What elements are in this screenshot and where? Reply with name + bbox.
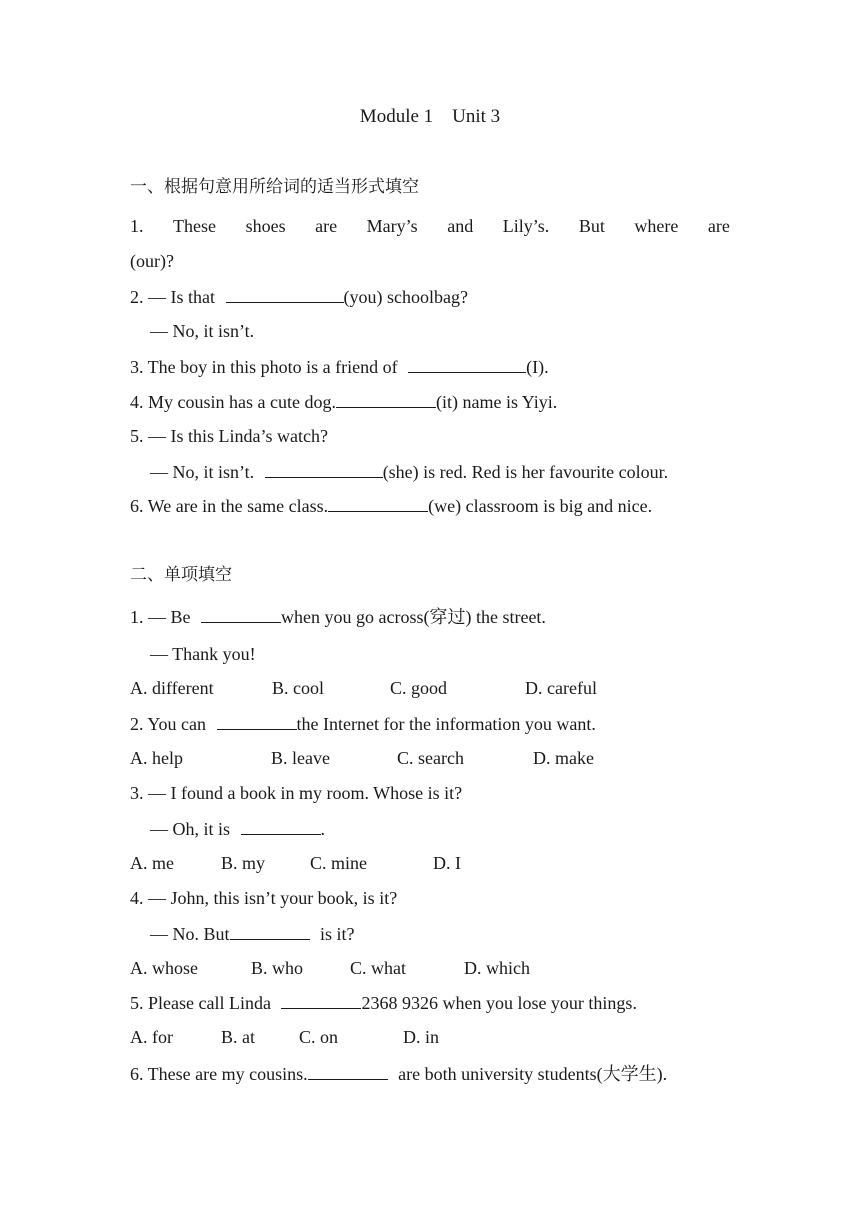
word: are — [707, 216, 730, 236]
word: where — [634, 216, 679, 236]
s1-q6 — [130, 494, 652, 517]
question-text: 4. My cousin has a cute dog. — [130, 392, 336, 412]
word: are — [315, 216, 338, 236]
option-c[interactable]: C. good — [390, 678, 448, 698]
s1-q2-line1 — [130, 285, 468, 308]
s2-q4-options — [130, 957, 730, 979]
word: But — [578, 216, 605, 236]
question-text: 2. — Is that — [130, 287, 215, 307]
s1-q1-line1 — [130, 215, 730, 237]
answer-blank[interactable] — [328, 494, 428, 512]
answer-blank[interactable] — [201, 605, 281, 623]
answer-blank[interactable] — [408, 355, 526, 373]
word: shoes — [245, 216, 286, 236]
option-b[interactable]: B. at — [221, 1027, 255, 1047]
s2-q1-line1 — [130, 605, 546, 628]
s2-q2-options — [130, 747, 730, 769]
s2-q3-line1: 3. — I found a book in my room. Whose is it? — [130, 783, 463, 803]
page-title: Module 1 Unit 3 — [359, 106, 501, 127]
option-d[interactable]: D. I — [433, 853, 461, 873]
s2-q1-line2: — Thank you! — [150, 644, 256, 664]
option-a[interactable]: A. help — [130, 748, 183, 768]
option-a[interactable]: A. whose — [130, 958, 198, 978]
question-text: is it? — [320, 924, 355, 944]
word: 1. — [130, 216, 144, 236]
section1-heading: 一、根据句意用所给词的适当形式填空 — [130, 177, 419, 197]
s2-q4-line2 — [150, 922, 355, 945]
question-text: 2368 9326 when you lose your things. — [361, 993, 637, 1013]
s2-q5-options — [130, 1026, 730, 1048]
option-a[interactable]: A. different — [130, 678, 214, 698]
s1-q3 — [130, 355, 549, 378]
option-d[interactable]: D. in — [403, 1027, 439, 1047]
question-text: 2. You can — [130, 714, 207, 734]
question-text: (it) name is Yiyi. — [435, 392, 558, 412]
answer-blank[interactable] — [336, 390, 436, 408]
question-text: — Oh, it is — [150, 819, 231, 839]
option-b[interactable]: B. cool — [272, 678, 324, 698]
answer-blank[interactable] — [217, 712, 297, 730]
question-text: — No, it isn’t. — [150, 462, 255, 482]
s2-q3-options — [130, 852, 730, 874]
option-b[interactable]: B. who — [251, 958, 304, 978]
s2-q2 — [130, 712, 596, 735]
s1-q5-line2 — [150, 460, 668, 483]
word: Mary’s — [366, 216, 418, 236]
answer-blank[interactable] — [226, 285, 344, 303]
question-text: (she) is red. Red is her favourite colour. — [382, 462, 669, 482]
question-text: 5. Please call Linda — [130, 993, 271, 1013]
s1-q4 — [130, 390, 557, 413]
s2-q1-options — [130, 677, 730, 699]
question-text: 1. — Be — [130, 607, 191, 627]
option-a[interactable]: A. for — [130, 1027, 173, 1047]
option-a[interactable]: A. me — [130, 853, 174, 873]
option-c[interactable]: C. search — [397, 748, 464, 768]
option-d[interactable]: D. make — [533, 748, 594, 768]
s2-q5 — [130, 991, 637, 1014]
answer-blank[interactable] — [265, 460, 383, 478]
question-text: when you go across(穿过) the street. — [281, 607, 546, 627]
word: Lily’s. — [502, 216, 550, 236]
question-text: . — [320, 819, 326, 839]
s2-q6 — [130, 1062, 667, 1085]
question-text: 3. The boy in this photo is a friend of — [130, 357, 398, 377]
s1-q2-line2: — No, it isn’t. — [150, 321, 255, 341]
word: These — [173, 216, 217, 236]
s1-q1-line2: (our)? — [130, 251, 174, 271]
s2-q3-line2 — [150, 817, 325, 840]
option-c[interactable]: C. what — [350, 958, 406, 978]
option-b[interactable]: B. leave — [271, 748, 330, 768]
option-b[interactable]: B. my — [221, 853, 266, 873]
question-text: the Internet for the information you want. — [296, 714, 596, 734]
question-text: 6. We are in the same class. — [130, 496, 329, 516]
answer-blank[interactable] — [281, 991, 361, 1009]
option-c[interactable]: C. on — [299, 1027, 339, 1047]
section2-heading: 二、单项填空 — [130, 565, 232, 585]
option-c[interactable]: C. mine — [310, 853, 367, 873]
word: and — [447, 216, 474, 236]
answer-blank[interactable] — [241, 817, 321, 835]
question-text: (I). — [526, 357, 549, 377]
answer-blank[interactable] — [308, 1062, 388, 1080]
s1-q5-line1: 5. — Is this Linda’s watch? — [130, 426, 328, 446]
s2-q4-line1: 4. — John, this isn’t your book, is it? — [130, 888, 398, 908]
option-d[interactable]: D. careful — [525, 678, 597, 698]
question-text: — No. But — [150, 924, 230, 944]
question-text: (we) classroom is big and nice. — [428, 496, 653, 516]
question-text: (you) schoolbag? — [343, 287, 468, 307]
option-d[interactable]: D. which — [464, 958, 530, 978]
answer-blank[interactable] — [230, 922, 310, 940]
question-text: are both university students(大学生). — [398, 1064, 668, 1084]
question-text: 6. These are my cousins. — [130, 1064, 308, 1084]
